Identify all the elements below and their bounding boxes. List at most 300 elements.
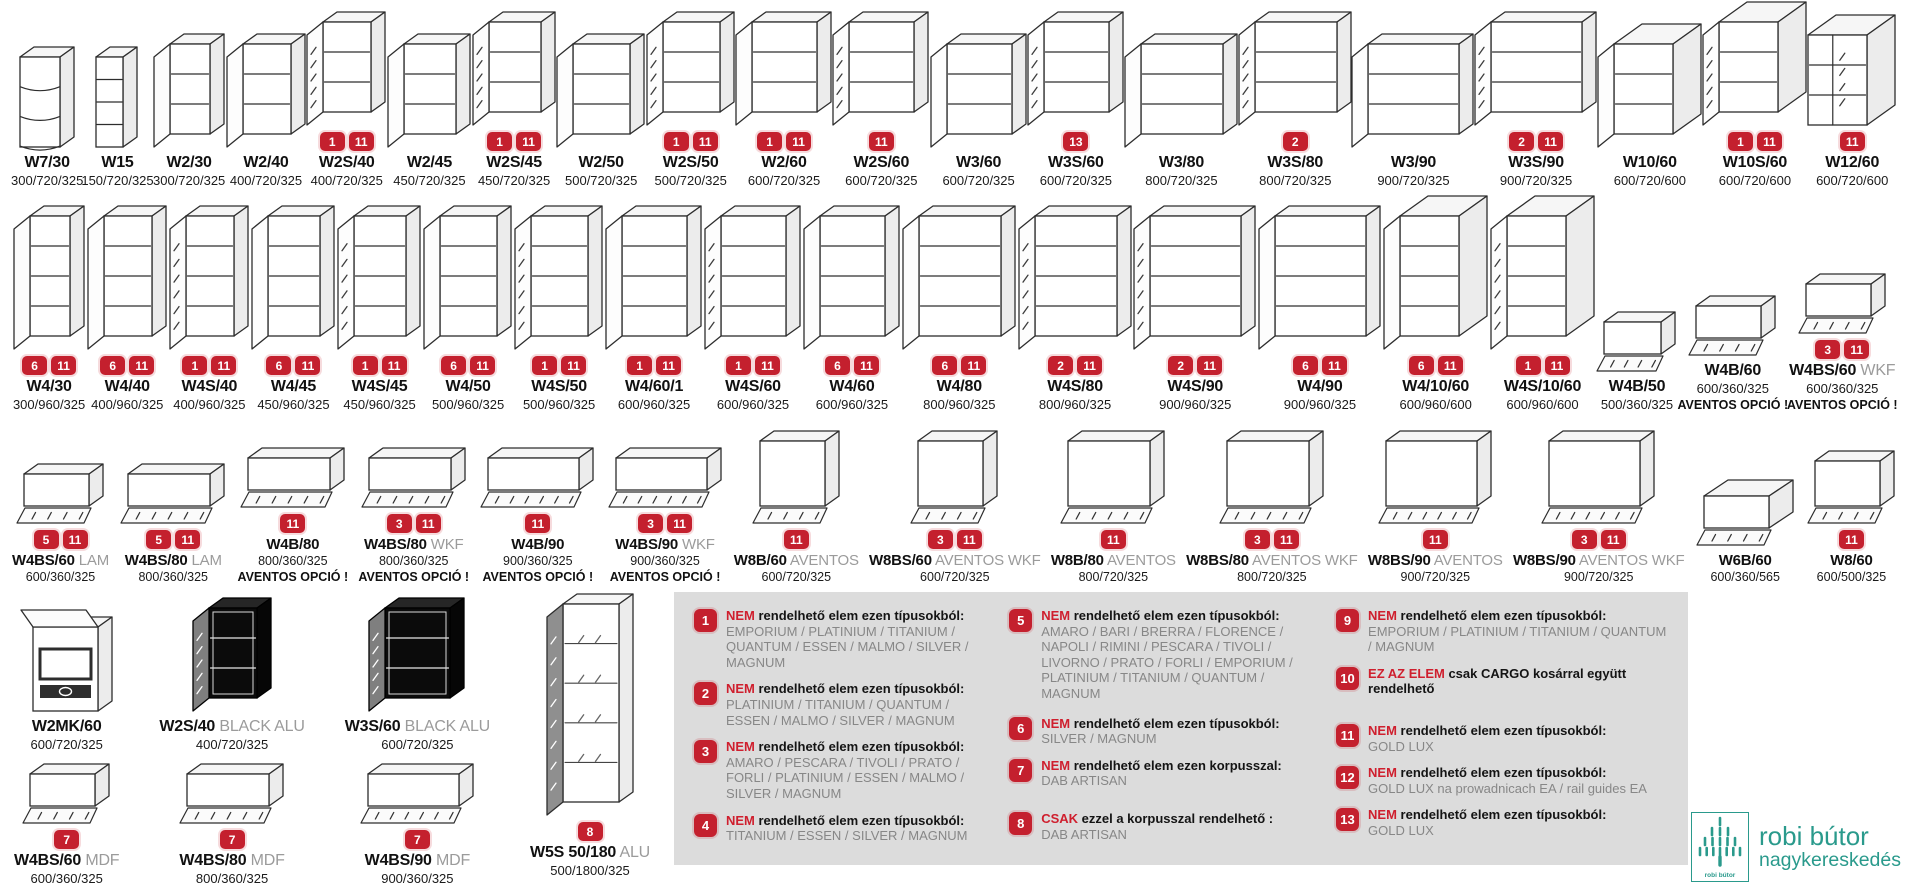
cabinet-card (930, 32, 1027, 188)
cabinet-model-label: W4S/80 (1047, 378, 1103, 395)
cabinet-dimensions: 500/960/325 (522, 397, 596, 412)
legend-number-badge: 2 (694, 682, 717, 705)
cabinet-model-label: W4BS/60 MDF (14, 852, 120, 869)
footnote-badge: 11 (1101, 530, 1126, 549)
footnote-badges (1245, 530, 1299, 549)
cabinet-model-label: W10/60 (1622, 154, 1677, 171)
cabinet-model-label: W2/30 (166, 154, 212, 171)
cabinet-model-label: W4/80 (936, 378, 982, 395)
cabinet-illustration (1687, 294, 1778, 359)
cabinet-card (12, 204, 86, 412)
footnote-badge: 11 (175, 530, 200, 549)
cabinet-card (1352, 32, 1475, 188)
cabinet-model-suffix: AVENTOS (1103, 552, 1176, 569)
footnote-badges (1409, 356, 1463, 375)
cabinet-card (1133, 204, 1258, 412)
cabinet-model-label: W6B/60 (1718, 552, 1772, 569)
cabinet-illustration (359, 762, 476, 827)
cabinet-model-suffix: MDF (246, 852, 285, 869)
cabinet-illustration (909, 429, 1000, 527)
cabinet-model-label: W4B/60 (1704, 362, 1762, 379)
legend-head-rest: rendelhető elem ezen típusokból: (754, 608, 965, 623)
footnote-badge: 11 (693, 132, 718, 151)
legend-keyword: CSAK (1041, 810, 1079, 826)
cabinet-dimensions: 600/360/325 (25, 570, 96, 584)
cabinet-card (168, 204, 250, 412)
cabinet-dimensions: 600/360/325 (1806, 381, 1879, 396)
footnote-badge: 1 (532, 356, 557, 375)
legend-head-rest: rendelhető elem ezen típusokból: (754, 681, 965, 697)
legend-item (1009, 811, 1312, 842)
footnote-badge: 11 (561, 356, 586, 375)
cabinet-model-label: W10S/60 (1722, 154, 1788, 171)
cabinet-illustration (1377, 429, 1494, 527)
footnote-badges (578, 822, 603, 841)
legend-head-rest: rendelhető elem ezen korpusszal: (1070, 757, 1282, 773)
footnote-badge: 11 (349, 132, 374, 151)
cabinet-card (1125, 32, 1239, 188)
footnote-badges (387, 514, 441, 533)
cabinet-card (514, 204, 605, 412)
cabinet-model-suffix: AVENTOS WKF (1575, 552, 1685, 569)
cabinet-illustration (479, 446, 596, 511)
cabinet-card (1051, 429, 1176, 584)
legend-head-rest: rendelhető elem ezen típusokból: (1070, 715, 1280, 731)
cabinet-illustration (1026, 10, 1126, 129)
cabinet-model-label: W15 (101, 154, 134, 171)
cabinet-illustration (604, 204, 704, 353)
aventos-note: AVENTOS OPCIÓ ! (609, 570, 721, 584)
cabinet-dimensions: 900/720/325 (1499, 173, 1573, 188)
cabinet-illustration (1797, 272, 1888, 337)
cabinet-card (1806, 449, 1897, 584)
footnote-badges (1283, 132, 1308, 151)
footnote-badges (22, 356, 76, 375)
legend-keyword: NEM (726, 681, 755, 697)
cabinet-card (1678, 294, 1787, 412)
cabinet-dimensions: 900/960/325 (1283, 397, 1357, 412)
cabinet-card (345, 596, 490, 752)
footnote-badge: 3 (928, 530, 953, 549)
legend-type-list: DAB ARTISAN (1041, 773, 1127, 789)
cabinet-model-label: W3S/60 (1048, 154, 1104, 171)
special-cabinet-bottom (14, 762, 119, 886)
footnote-badge: 11 (854, 356, 879, 375)
footnote-badges (627, 356, 681, 375)
cabinet-illustration (86, 204, 169, 353)
cabinet-model-label: W2S/45 (486, 154, 542, 171)
cabinet-illustration (336, 204, 423, 353)
legend-headline (1041, 811, 1273, 827)
legend-number-badge: 1 (694, 609, 717, 632)
cabinet-card (226, 32, 307, 188)
footnote-badge: 6 (1409, 356, 1434, 375)
cabinet-illustration (802, 204, 902, 353)
legend-headline (726, 739, 985, 755)
cabinet-dimensions: 900/720/325 (1400, 570, 1471, 584)
cabinet-illustration (94, 45, 140, 151)
legend-text (1368, 807, 1606, 838)
cabinet-model-label: W4S/10/60 (1503, 378, 1582, 395)
cabinet-model-label: W4B/80 (266, 536, 320, 553)
cabinet-card (833, 10, 930, 188)
special-cabinet-top (19, 592, 115, 752)
legend-number-badge: 13 (1336, 808, 1359, 831)
cabinet-dimensions: 800/960/325 (1038, 397, 1112, 412)
cabinet-model-label: W4/40 (104, 378, 150, 395)
legend-headline (1368, 807, 1606, 823)
company-logo (1691, 812, 1901, 882)
footnote-badge: 2 (1509, 132, 1534, 151)
cabinet-illustration (1540, 429, 1657, 527)
special-cabinet-column (530, 592, 650, 878)
footnote-badges (825, 356, 879, 375)
cabinet-card (359, 762, 476, 886)
cabinet-card (178, 762, 286, 886)
cabinet-illustration (901, 204, 1018, 353)
footnote-badge: 6 (1293, 356, 1318, 375)
logo-caption: robi bútor (1704, 872, 1736, 879)
footnote-badges (1293, 356, 1347, 375)
footnote-badge: 11 (1322, 356, 1347, 375)
cabinet-illustration (119, 462, 227, 527)
cabinet-dimensions: 450/720/325 (477, 173, 551, 188)
cabinet-model-label: W2S/40 (318, 154, 375, 171)
footnote-badge: 3 (1245, 530, 1270, 549)
footnote-badges (928, 530, 982, 549)
footnote-badge: 7 (220, 830, 245, 849)
cabinet-dimensions: 600/360/565 (1710, 570, 1780, 584)
cabinet-dimensions: 600/720/325 (30, 737, 103, 752)
footnote-badge: 11 (1601, 530, 1626, 549)
footnote-badge: 11 (295, 356, 320, 375)
footnote-badge: 11 (961, 356, 986, 375)
cabinet-illustration (18, 45, 77, 151)
cabinet-dimensions: 600/720/325 (942, 173, 1015, 188)
footnote-badge: 11 (784, 530, 809, 549)
legend-number-badge: 10 (1336, 667, 1359, 690)
footnote-badge: 3 (1815, 340, 1840, 359)
cabinet-dimensions: 800/960/325 (923, 397, 996, 412)
cabinet-model-label: W7/30 (24, 154, 70, 171)
legend-keyword: NEM (1368, 807, 1397, 823)
cabinet-dimensions: 800/720/325 (1145, 173, 1218, 188)
cabinet-card (607, 446, 724, 584)
footnote-badge: 6 (441, 356, 466, 375)
legend-text (726, 813, 968, 844)
cabinet-card (1489, 194, 1596, 412)
legend-headline (1368, 723, 1606, 739)
cabinet-card (1238, 10, 1352, 188)
cabinet-card (1695, 478, 1796, 584)
cabinet-model-label: W4S/45 (351, 378, 408, 395)
legend-head-rest: ezzel a korpusszal rendelhető : (1078, 810, 1274, 826)
legend-head-rest: rendelhető elem ezen típusokból: (1070, 608, 1280, 623)
cabinet-dimensions: 300/720/325 (152, 173, 226, 188)
footnote-badge: 3 (638, 514, 663, 533)
cabinet-model-suffix: AVENTOS WKF (1248, 552, 1358, 569)
cabinet-dimensions: 400/960/325 (91, 397, 164, 412)
footnote-badges (220, 830, 245, 849)
aventos-note: AVENTOS OPCIÓ ! (358, 570, 470, 584)
cabinet-card (19, 595, 115, 752)
footnote-badge: 1 (353, 356, 378, 375)
cabinet-row-2 (0, 188, 1909, 412)
cabinet-dimensions: 600/720/325 (747, 173, 821, 188)
footnote-badge: 2 (1283, 132, 1308, 151)
legend-number-badge: 12 (1336, 766, 1359, 789)
legend-item (1336, 608, 1668, 655)
legend-keyword: NEM (726, 739, 755, 755)
cabinet-model-label: W8/60 (1830, 552, 1873, 569)
cabinet-dimensions: 800/720/325 (1259, 173, 1332, 188)
aventos-note: AVENTOS OPCIÓ ! (1786, 398, 1898, 412)
legend-number-badge: 8 (1009, 812, 1032, 835)
legend-text (1368, 723, 1606, 754)
aventos-note: AVENTOS OPCIÓ ! (1677, 398, 1789, 412)
cabinet-illustration (21, 762, 112, 827)
legend-number-badge: 9 (1336, 609, 1359, 632)
footnote-badge: 11 (63, 530, 88, 549)
cabinet-card (1017, 204, 1133, 412)
cabinet-dimensions: 900/360/325 (630, 554, 700, 568)
cabinet-model-label: W4/90 (1297, 378, 1343, 395)
footnote-badge: 6 (100, 356, 125, 375)
bottom-section (0, 584, 1909, 886)
cabinet-model-label: W3/60 (955, 154, 1002, 171)
footnote-badge: 1 (487, 132, 512, 151)
cabinet-card (1807, 13, 1897, 188)
cabinet-card (337, 204, 423, 412)
legend-head-rest: rendelhető elem ezen típusokból: (754, 812, 965, 828)
footnote-badges (638, 514, 692, 533)
cabinet-model-label: W4BS/60 WKF (1789, 362, 1896, 379)
footnote-badge: 1 (664, 132, 689, 151)
legend-head-rest: rendelhető elem ezen típusokból: (1396, 765, 1607, 781)
cabinet-model-label: W3/80 (1158, 154, 1205, 171)
cabinet-row-1 (0, 0, 1909, 188)
cabinet-model-label: W8BS/80 AVENTOS WKF (1186, 552, 1358, 569)
cabinet-model-suffix: WKF (426, 536, 464, 553)
cabinet-model-label: W5S 50/180 ALU (530, 844, 650, 861)
cabinet-illustration (831, 10, 931, 129)
legend-type-list: EMPORIUM / PLATINIUM / TITANIUM / QUANTUM / MAGNUM (1368, 623, 1667, 655)
cabinet-dimensions: 900/720/325 (1563, 570, 1634, 584)
legend-type-list: AMARO / PESCARA / TIVOLI / PRATO / FORLI / PLATINIUM / ESSEN / MALMO / SILVER / MAGNUM (726, 754, 965, 801)
cabinet-illustration (1695, 478, 1796, 549)
special-cabinets-group (14, 592, 650, 886)
footnote-badge: 3 (387, 514, 412, 533)
cabinet-model-label: W8B/80 AVENTOS (1050, 552, 1176, 569)
cabinet-illustration (555, 32, 647, 151)
legend-type-list: EMPORIUM / PLATINIUM / TITANIUM / QUANTUM / ESSEN / MALMO / SILVER / MAGNUM (726, 623, 969, 670)
cabinet-dimensions: 450/720/325 (393, 173, 466, 188)
cabinet-card (153, 32, 226, 188)
cabinet-illustration (645, 10, 737, 129)
cabinet-illustration (168, 204, 251, 353)
cabinet-card (1596, 310, 1678, 412)
logo-tree-box (1691, 812, 1749, 882)
footnote-badge: 11 (1423, 530, 1448, 549)
footnote-badges (1509, 132, 1563, 151)
cabinet-dimensions: 600/720/600 (1613, 173, 1687, 188)
cabinet-dimensions: 600/360/325 (30, 871, 103, 886)
footnote-badges (932, 356, 986, 375)
legend-type-list: GOLD LUX (1368, 822, 1434, 838)
cabinet-card (735, 10, 832, 188)
footnote-badge: 11 (382, 356, 407, 375)
footnote-badge: 6 (825, 356, 850, 375)
legend-headline (726, 681, 985, 697)
cabinet-card (1027, 10, 1124, 188)
cabinet-dimensions: 600/500/325 (1816, 570, 1887, 584)
cabinet-model-label: W8BS/60 AVENTOS WKF (869, 552, 1041, 569)
cabinet-card (1186, 429, 1358, 584)
cabinet-illustration (191, 596, 274, 715)
footnote-badges (487, 132, 541, 151)
footnote-badge: 1 (757, 132, 782, 151)
footnote-badge: 1 (182, 356, 207, 375)
footnote-badge: 6 (22, 356, 47, 375)
logo-subtitle: nagykereskedés (1758, 849, 1901, 872)
cabinet-dimensions: 400/720/325 (229, 173, 303, 188)
cabinet-card (704, 204, 803, 412)
legend-type-list: PLATINIUM / TITANIUM / QUANTUM / ESSEN / MALMO / SILVER / MAGNUM (726, 696, 955, 728)
cabinet-model-label: W4/30 (26, 378, 72, 395)
cabinet-model-suffix: AVENTOS WKF (931, 552, 1041, 569)
footnote-badges (441, 356, 495, 375)
cabinet-model-label: W8BS/90 AVENTOS (1367, 552, 1503, 569)
footnote-badge: 6 (266, 356, 291, 375)
cabinet-model-label: W2S/60 (853, 154, 910, 171)
cabinet-card (1788, 272, 1897, 412)
footnote-badges (1728, 132, 1782, 151)
aventos-note: AVENTOS OPCIÓ ! (237, 570, 349, 584)
legend-item (694, 813, 985, 844)
cabinet-card (605, 204, 704, 412)
cabinet-dimensions: 500/960/325 (431, 397, 505, 412)
legend-column-1 (694, 608, 985, 855)
cabinet-dimensions: 600/720/600 (1718, 173, 1792, 188)
cabinet-model-label: W2/45 (406, 154, 453, 171)
cabinet-model-suffix: MDF (81, 852, 120, 869)
footnote-badge: 11 (51, 356, 76, 375)
footnote-badges (869, 132, 894, 151)
cabinet-illustration (929, 32, 1029, 151)
cabinet-card (802, 204, 901, 412)
cabinet-model-label: W4BS/90 MDF (364, 852, 471, 869)
legend-type-list: DAB ARTISAN (1041, 826, 1127, 842)
footnote-badge: 1 (1516, 356, 1541, 375)
footnote-badge: 11 (957, 530, 982, 549)
cabinet-illustration (513, 204, 605, 353)
footnote-badge: 1 (320, 132, 345, 151)
cabinet-dimensions: 500/360/325 (1600, 397, 1674, 412)
footnote-badges (1815, 340, 1869, 359)
cabinet-dimensions: 600/960/325 (716, 397, 790, 412)
footnote-badge: 8 (578, 822, 603, 841)
footnote-badges (54, 830, 79, 849)
legend-keyword: NEM (1368, 608, 1397, 623)
legend-text (1368, 666, 1668, 697)
legend-keyword: NEM (1368, 765, 1397, 781)
footnote-badge: 11 (869, 132, 894, 151)
cabinet-model-label: W4/45 (270, 378, 317, 395)
footnote-badge: 11 (656, 356, 681, 375)
cabinet-card (306, 10, 387, 188)
legend-head-rest: rendelhető elem ezen típusokból: (754, 739, 965, 755)
cabinet-card (82, 45, 152, 188)
footnote-badges (1839, 530, 1864, 549)
footnote-badges (1048, 356, 1102, 375)
cabinet-illustration (1806, 13, 1898, 129)
cabinet-model-label: W4BS/80 MDF (179, 852, 285, 869)
cabinet-illustration (178, 762, 286, 827)
cabinet-card (1702, 0, 1807, 188)
cabinet-card (1513, 429, 1685, 584)
cabinet-dimensions: 600/960/325 (617, 397, 691, 412)
cabinet-card (237, 446, 348, 584)
cabinet-card (119, 462, 227, 584)
legend-headline (1041, 758, 1282, 774)
cabinet-illustration (305, 10, 388, 129)
legend-number-badge: 7 (1009, 759, 1032, 782)
footnote-badge: 11 (1839, 530, 1864, 549)
cabinet-dimensions: 400/720/325 (310, 173, 383, 188)
cabinet-model-suffix: ALU (616, 844, 650, 861)
cabinet-card (869, 429, 1041, 584)
footnote-badge: 1 (726, 356, 751, 375)
legend-keyword: NEM (1041, 757, 1071, 773)
footnote-badge: 3 (1572, 530, 1597, 549)
special-cabinet-top (530, 592, 650, 878)
cabinet-model-label: W4S/90 (1167, 378, 1224, 395)
cabinet-card (12, 462, 109, 584)
legend-item (1336, 807, 1668, 838)
footnote-badges (1840, 132, 1865, 151)
footnote-badges (266, 356, 320, 375)
legend-text (726, 608, 985, 670)
cabinet-card (556, 32, 646, 188)
cabinet-model-suffix: MDF (431, 852, 471, 869)
cabinet-model-label: W3/90 (1390, 154, 1437, 171)
cabinet-card (159, 596, 304, 752)
cabinet-dimensions: 800/360/325 (378, 554, 449, 568)
footnote-badge: 5 (146, 530, 171, 549)
logo-text (1759, 823, 1901, 871)
legend-type-list: TITANIUM / ESSEN / SILVER / MAGNUM (726, 828, 968, 844)
footnote-badge: 11 (211, 356, 236, 375)
footnote-badge: 2 (1168, 356, 1193, 375)
cabinet-dimensions: 600/720/325 (381, 737, 454, 752)
cabinet-model-suffix: AVENTOS (786, 552, 859, 569)
cabinet-dimensions: 500/1800/325 (550, 863, 630, 878)
footnote-badge: 11 (1840, 132, 1865, 151)
legend-headline (1368, 666, 1668, 697)
cabinet-model-label: W2/60 (761, 154, 807, 171)
cabinet-illustration (386, 32, 473, 151)
cabinet-illustration (1132, 204, 1258, 353)
cabinet-model-label: W4S/60 (725, 378, 781, 395)
legend-keyword: NEM (1041, 608, 1071, 623)
legend-number-badge: 3 (694, 740, 717, 763)
aventos-note: AVENTOS OPCIÓ ! (482, 570, 594, 584)
legend-headline (1368, 608, 1668, 624)
legend-keyword: NEM (1368, 722, 1397, 738)
cabinet-card (250, 204, 336, 412)
cabinet-dimensions: 800/720/325 (1078, 570, 1149, 584)
cabinet-model-label: W4B/90 (511, 536, 565, 553)
